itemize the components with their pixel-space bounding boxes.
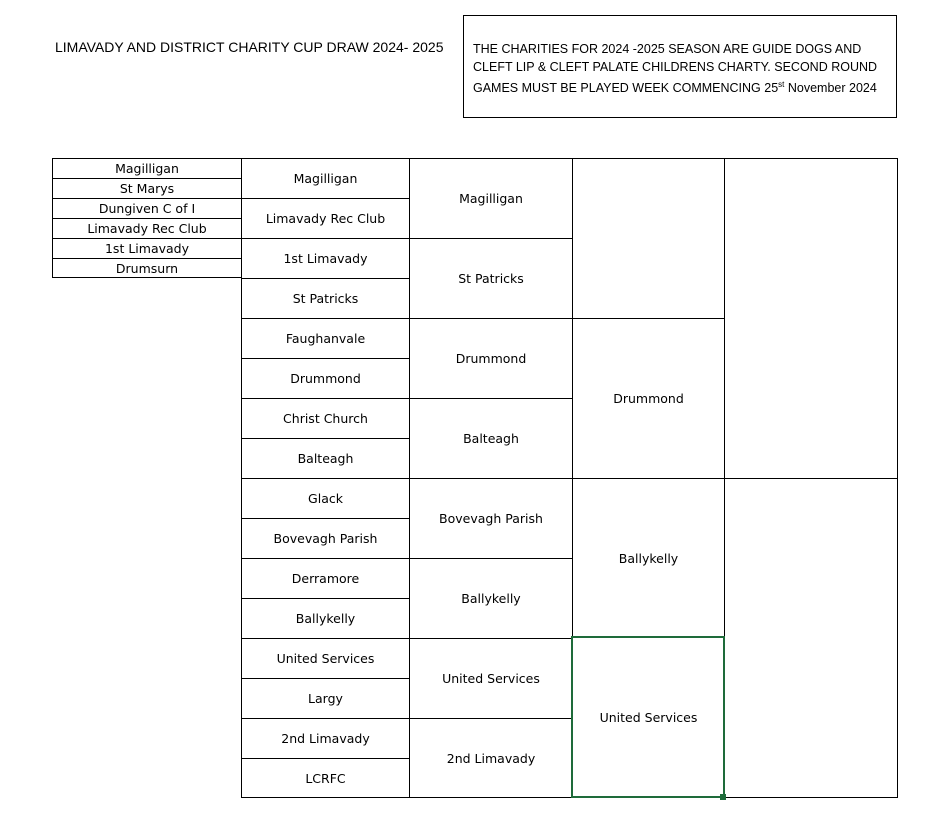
- charity-notice: [463, 15, 897, 118]
- round3-cell-4[interactable]: United Services: [572, 637, 725, 798]
- notice-line-3-text: GAMES MUST BE PLAYED WEEK COMMENCING 25: [473, 81, 779, 96]
- round2-cell-7[interactable]: United Services: [409, 638, 573, 719]
- round2-cell-3[interactable]: Drummond: [409, 318, 573, 399]
- notice-line-3: [473, 76, 896, 97]
- round1-cell-4[interactable]: St Patricks: [241, 278, 410, 319]
- notice-date-suffix: st: [778, 80, 785, 89]
- round2-cell-4[interactable]: Balteagh: [409, 398, 573, 479]
- round1-cell-15[interactable]: 2nd Limavady: [241, 718, 410, 759]
- round1-cell-3[interactable]: 1st Limavady: [241, 238, 410, 279]
- round4-cell-2[interactable]: [724, 478, 898, 798]
- round3-cell-1[interactable]: [572, 158, 725, 319]
- round1-cell-11[interactable]: Derramore: [241, 558, 410, 599]
- round3-cell-2[interactable]: Drummond: [572, 318, 725, 479]
- round2-cell-8[interactable]: 2nd Limavady: [409, 718, 573, 798]
- round2-cell-6[interactable]: Ballykelly: [409, 558, 573, 639]
- prelim-cell-2[interactable]: St Marys: [52, 178, 242, 199]
- round1-cell-14[interactable]: Largy: [241, 678, 410, 719]
- round2-cell-1[interactable]: Magilligan: [409, 158, 573, 239]
- round3-cell-3[interactable]: Ballykelly: [572, 478, 725, 638]
- prelim-cell-4[interactable]: Limavady Rec Club: [52, 218, 242, 239]
- prelim-cell-3[interactable]: Dungiven C of I: [52, 198, 242, 219]
- notice-line-1: THE CHARITIES FOR 2024 -2025 SEASON ARE GUIDE DOGS AND: [473, 42, 862, 56]
- notice-line-2: CLEFT LIP & CLEFT PALATE CHILDRENS CHARTY. SECOND ROUND: [473, 60, 878, 74]
- round1-cell-16[interactable]: LCRFC: [241, 758, 410, 798]
- round1-cell-12[interactable]: Ballykelly: [241, 598, 410, 639]
- round4-cell-1[interactable]: [724, 158, 898, 479]
- page-title: LIMAVADY AND DISTRICT CHARITY CUP DRAW 2024- 2025: [55, 39, 444, 55]
- round1-cell-5[interactable]: Faughanvale: [241, 318, 410, 359]
- round1-cell-10[interactable]: Bovevagh Parish: [241, 518, 410, 559]
- round2-cell-5[interactable]: Bovevagh Parish: [409, 478, 573, 559]
- round2-cell-2[interactable]: St Patricks: [409, 238, 573, 319]
- round1-cell-8[interactable]: Balteagh: [241, 438, 410, 479]
- round1-cell-9[interactable]: Glack: [241, 478, 410, 519]
- prelim-cell-1[interactable]: Magilligan: [52, 158, 242, 179]
- round1-cell-2[interactable]: Limavady Rec Club: [241, 198, 410, 239]
- prelim-cell-5[interactable]: 1st Limavady: [52, 238, 242, 259]
- round1-cell-1[interactable]: Magilligan: [241, 158, 410, 199]
- notice-line-3-end: November 2024: [784, 81, 877, 96]
- round1-cell-6[interactable]: Drummond: [241, 358, 410, 399]
- round1-cell-13[interactable]: United Services: [241, 638, 410, 679]
- prelim-cell-6[interactable]: Drumsurn: [52, 258, 242, 278]
- round1-cell-7[interactable]: Christ Church: [241, 398, 410, 439]
